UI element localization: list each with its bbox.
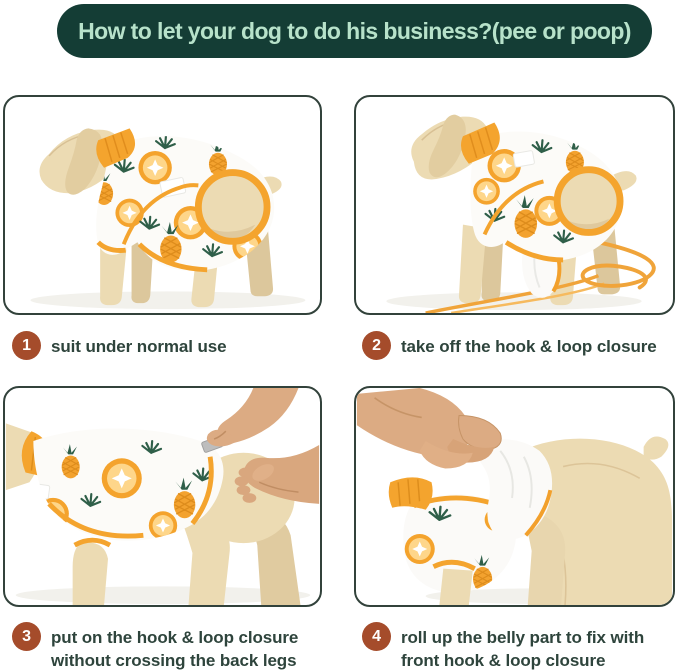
step-1-panel — [3, 95, 322, 315]
step-3-photo — [5, 388, 320, 605]
step-3-panel — [3, 386, 322, 607]
step-1-photo — [5, 97, 320, 313]
step-1-caption — [12, 332, 227, 360]
step-2-photo — [356, 97, 673, 313]
hand-illustration — [357, 388, 501, 469]
step-1-caption-text: suit under normal use — [51, 337, 227, 356]
suit-illustration — [95, 128, 274, 270]
suit-illustration — [389, 439, 552, 605]
page-title: How to let your dog to do his business?(pee or poop) — [78, 17, 631, 44]
header-banner — [57, 4, 652, 58]
step-3-caption-text: put on the hook & loop closure without crossing the back legs — [51, 628, 299, 670]
step-4-photo — [356, 388, 673, 605]
step-4-number-badge: 4 — [362, 622, 391, 651]
step-2-panel — [354, 95, 675, 315]
step-2-caption-text: take off the hook & loop closure — [401, 337, 657, 356]
step-3-caption — [12, 623, 298, 670]
step-4-panel — [354, 386, 675, 607]
step-2-number-badge: 2 — [362, 331, 391, 360]
step-4-caption-text: roll up the belly part to fix with front hook & loop closure — [401, 628, 645, 670]
step-1-number-badge: 1 — [12, 331, 41, 360]
step-4-caption — [362, 623, 644, 670]
step-3-number-badge: 3 — [12, 622, 41, 651]
step-2-caption — [362, 332, 657, 360]
